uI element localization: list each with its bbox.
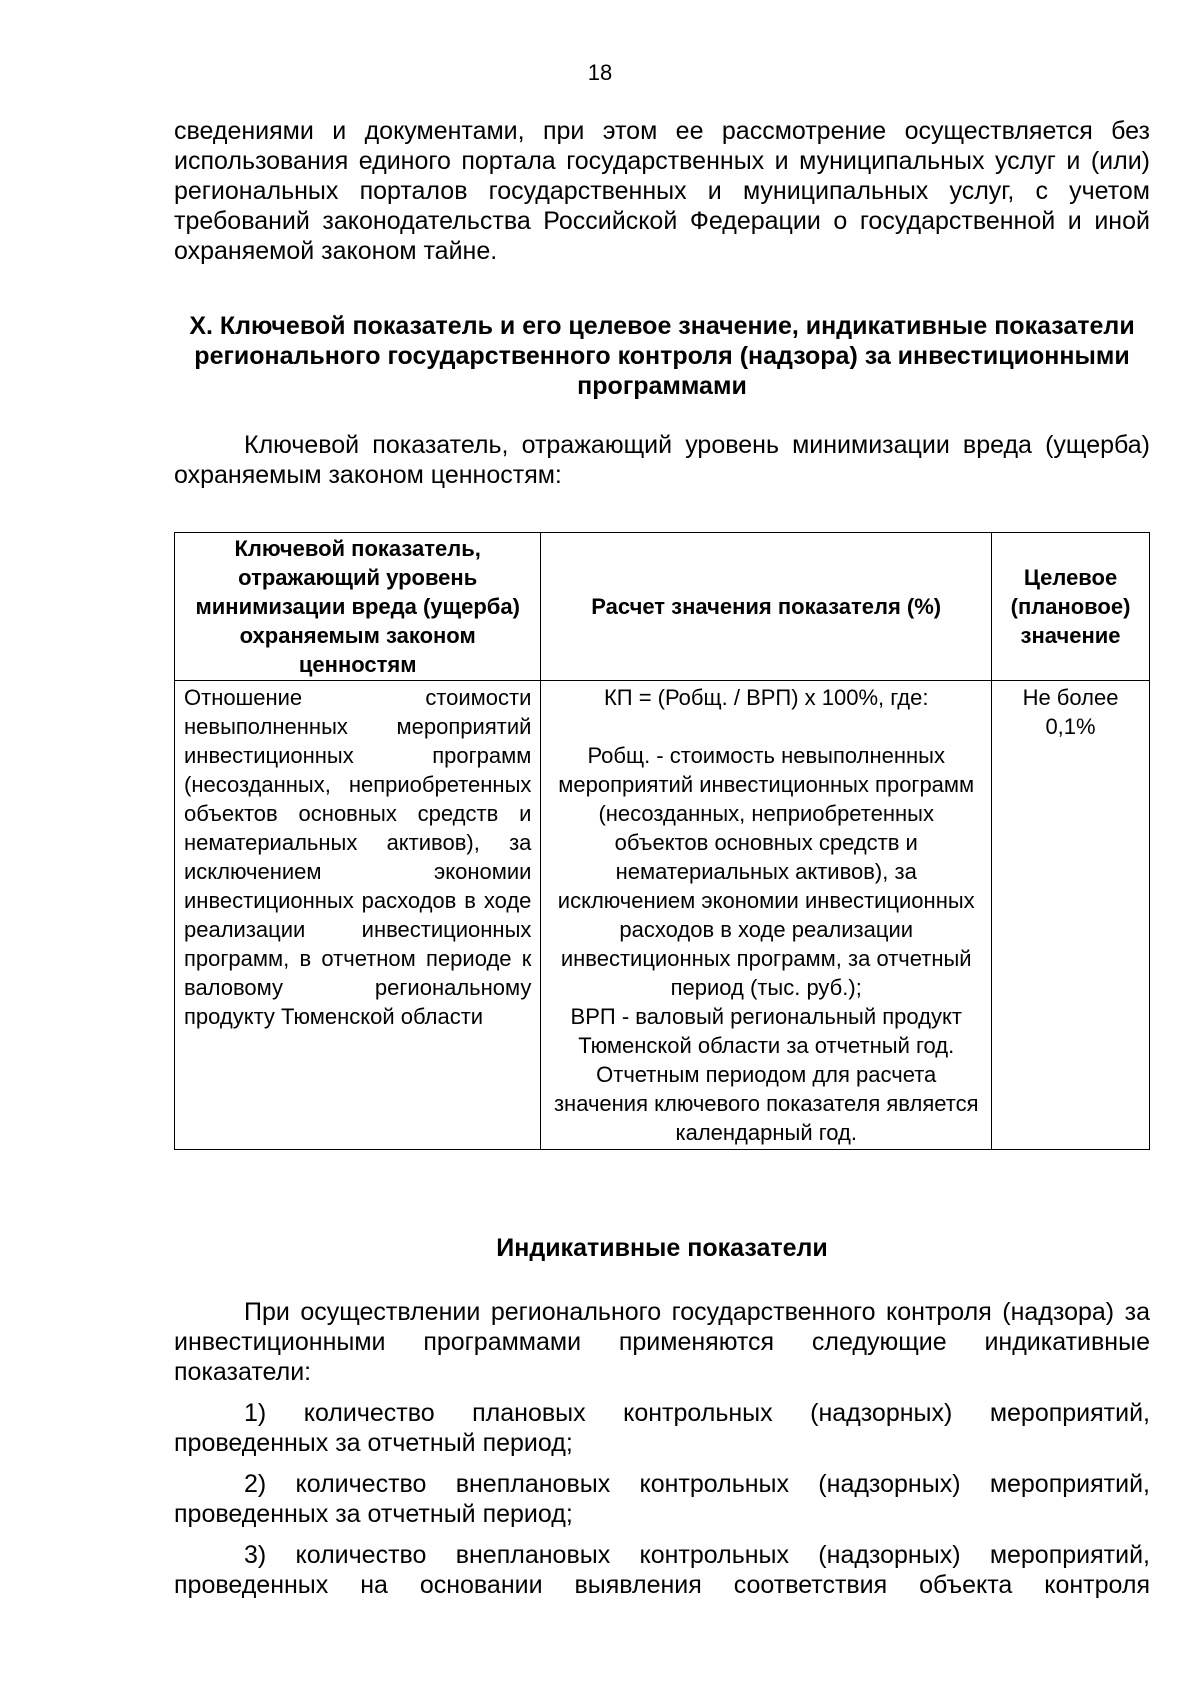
header-indicator: Ключевой показатель, отражающий уровень минимизации вреда (ущерба) охраняемым законом ценностям: [175, 533, 541, 681]
header-calculation: Расчет значения показателя (%): [541, 533, 992, 681]
page-number: 18: [587, 60, 613, 85]
indicative-intro: При осуществлении регионального государственного контроля (надзора) за инвестиционными программами применяются следующие индикативные показатели:: [174, 1298, 1150, 1386]
section-title: X. Ключевой показатель и его целевое значение, индикативные показатели регионального государственного контроля (надзора) за инвестиционными программами: [189, 312, 1135, 400]
key-indicator-intro: Ключевой показатель, отражающий уровень минимизации вреда (ущерба) охраняемым законом ценностям:: [174, 431, 1150, 489]
robsh-definition: Робщ. - стоимость невыполненных мероприятий инвестиционных программ (несозданных, неприобретенных объектов основных средств и нематериальных активов), за исключением экономии инвестиционных расходов в ходе реализации инвестиционных программ, за отчетный период (тыс. руб.);: [557, 743, 975, 1000]
cell-calculation: [541, 681, 992, 1150]
indicative-body: [174, 1297, 1150, 1611]
key-indicator-table: [174, 532, 1150, 1150]
cell-target: Не более 0,1%: [992, 681, 1150, 1150]
header-target: Целевое (плановое) значение: [992, 533, 1150, 681]
cell-indicator: Отношение стоимости невыполненных мероприятий инвестиционных программ (несозданных, неприобретенных объектов основных средств и нематериальных активов), за исключением экономии инвестиционных расходов в ходе реализации инвестиционных программ, в отчетном периоде к валовому региональному продукту Тюменской области: [175, 681, 541, 1150]
key-indicator-intro-block: [174, 430, 1150, 490]
indicative-title: Индикативные показатели: [496, 1234, 828, 1262]
period-note: Отчетным периодом для расчета значения ключевого показателя является календарный год.: [553, 1062, 979, 1145]
vrp-definition: ВРП - валовый региональный продукт Тюменской области за отчетный год.: [570, 1004, 962, 1058]
intro-block: [174, 116, 1150, 266]
spacer: [550, 712, 982, 741]
table-header-row: [175, 533, 1150, 681]
formula-text: КП = (Робщ. / ВРП) х 100%, где:: [603, 685, 929, 710]
indicative-item-1: 1) количество плановых контрольных (надзорных) мероприятий, проведенных за отчетный период;: [174, 1399, 1150, 1457]
table-row: [175, 681, 1150, 1150]
indicative-item-2: 2) количество внеплановых контрольных (надзорных) мероприятий, проведенных за отчетный период;: [174, 1470, 1150, 1528]
intro-paragraph: сведениями и документами, при этом ее рассмотрение осуществляется без использования единого портала государственных и муниципальных услуг и (или) региональных порталов государственных и муниципальных услуг, с учетом требований законодательства Российской Федерации о государственной и иной охраняемой законом тайне.: [174, 117, 1150, 265]
indicative-item-3: 3) количество внеплановых контрольных (надзорных) мероприятий, проведенных на основании выявления соответствия объекта контроля: [174, 1541, 1150, 1599]
